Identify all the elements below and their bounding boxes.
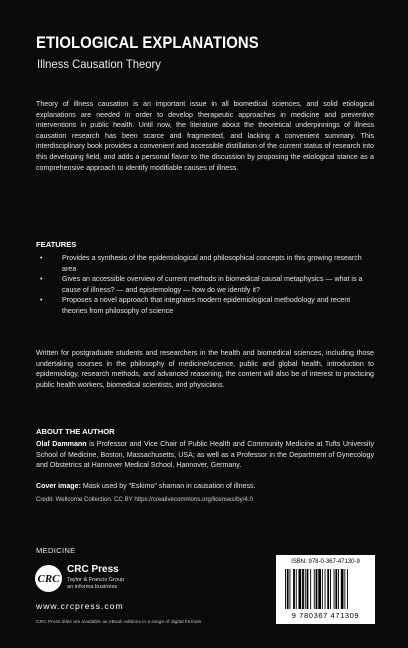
isbn-label: ISBN: 978-0-367-47130-9 <box>291 559 360 565</box>
barcode-icon <box>285 569 369 609</box>
feature-item: • Gives an accessible overview of current methods in biomedical causal metaphysics — what is a cause of illness? — and epistemology — how do we identify it? <box>40 275 363 294</box>
author-bio <box>36 439 374 471</box>
book-title: ETIOLOGICAL EXPLANATIONS <box>36 34 259 52</box>
author-name: Olaf Dammann <box>36 440 87 448</box>
cover-image-note <box>36 482 256 490</box>
publisher-tagline: Taylor & Francis Group <box>67 577 125 583</box>
subject-category: MEDICINE <box>36 546 76 555</box>
features-list <box>36 253 374 317</box>
intro-paragraph: Theory of illness causation is an important issue in all biomedical sciences, and solid etiological explanations are needed in order to develop therapeutic approaches in medicine and preventive interventions in public health. Until now, the literature about the theoretical underpinnings of illness causation research has been scarce and fragmented, and lacking a convenient summary. This interdisciplinary book provides a convenient and accessible distillation of the current status of research into this developing field, and adds a personal flavor to the discussion by proposing the etiological stance as a comprehensive approach to identify modifiable causes of illness. <box>36 100 374 172</box>
feature-item: • Provides a synthesis of the epidemiological and philosophical concepts in this growing research area <box>40 254 362 273</box>
barcode-panel <box>276 555 375 624</box>
author-heading: ABOUT THE AUTHOR <box>36 427 115 436</box>
ebook-note: CRC Press titles are available as eBook editions in a range of digital formats <box>36 620 202 625</box>
bullet-icon: • <box>40 296 43 305</box>
crc-press-logo-icon: CRC <box>35 565 62 592</box>
cover-image-label: Cover image: <box>36 482 81 490</box>
author-bio-text: is Professor and Vice Chair of Public Health and Community Medicine at Tufts University School of Medicine, Boston, Massachusetts, USA; as well as a Professor in the Department of Gynecology and Obstetrics at Hannover Medical School, Hannover, Germany. <box>36 440 374 470</box>
publisher-name: CRC Press <box>67 564 119 575</box>
book-subtitle: Illness Causation Theory <box>37 57 161 71</box>
cover-image-text: Mask used by "Eskimo" shaman in causation of illness. <box>80 482 256 490</box>
feature-item: • Proposes a novel approach that integrates modern epidemiological methodology and recent theories from philosophy of science <box>40 296 351 315</box>
publisher-website: www.crcpress.com <box>36 601 124 611</box>
barcode-digits: 9 780367 471309 <box>291 611 360 620</box>
audience-paragraph: Written for postgraduate students and researchers in the health and biomedical sciences, including those undertaking courses in the philosophy of medicine/science, public and global health, introduction to epidemiology, research methods, and advanced reasoning, the content will also be of interest to practicing public health workers, biomedical scientists, and physicians. <box>36 349 374 389</box>
publisher-tagline-2: an informa business <box>67 584 118 590</box>
bullet-icon: • <box>40 254 43 262</box>
bullet-icon: • <box>40 275 43 284</box>
features-heading: FEATURES <box>36 240 77 249</box>
cover-credit: Credit: Wellcome Collection. CC BY https://creativecommons.org/licenses/by/4.0 <box>36 496 253 503</box>
